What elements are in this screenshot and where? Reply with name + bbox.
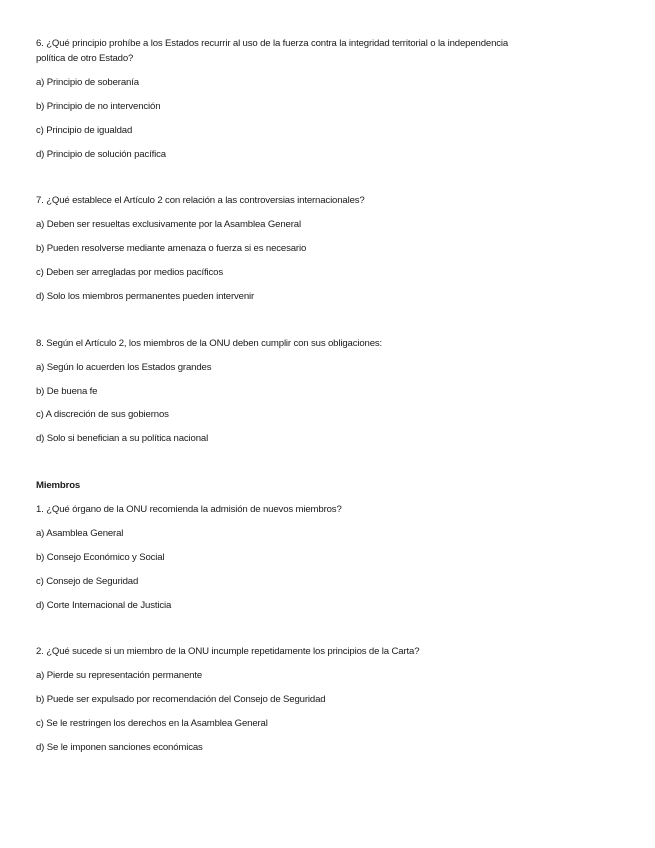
answer-option: d) Solo si benefician a su política nacional — [36, 433, 209, 444]
answer-option: d) Solo los miembros permanentes pueden intervenir — [36, 291, 255, 302]
answer-option: c) Deben ser arregladas por medios pacíficos — [36, 267, 223, 278]
answer-option: d) Se le imponen sanciones económicas — [36, 742, 203, 753]
answer-option: a) Pierde su representación permanente — [36, 670, 203, 681]
answer-option: b) Pueden resolverse mediante amenaza o fuerza si es necesario — [36, 243, 307, 254]
answer-option: d) Principio de solución pacífica — [36, 149, 166, 160]
answer-option: c) Se le restringen los derechos en la Asamblea General — [36, 718, 268, 729]
answer-option: a) Asamblea General — [36, 528, 124, 539]
question-text: 2. ¿Qué sucede si un miembro de la ONU incumple repetidamente los principios de la Carta? — [36, 646, 420, 657]
question-text: 1. ¿Qué órgano de la ONU recomienda la admisión de nuevos miembros? — [36, 504, 342, 515]
answer-option: a) Según lo acuerden los Estados grandes — [36, 362, 212, 373]
answer-option: b) Consejo Económico y Social — [36, 552, 165, 563]
question-text: 6. ¿Qué principio prohíbe a los Estados recurrir al uso de la fuerza contra la integridad territorial o la independencia política de otro Estado? — [36, 38, 509, 64]
question-block — [36, 36, 536, 66]
question-text: 8. Según el Artículo 2, los miembros de la ONU deben cumplir con sus obligaciones: — [36, 338, 383, 349]
answer-option: d) Corte Internacional de Justicia — [36, 600, 172, 611]
answer-option: c) A discreción de sus gobiernos — [36, 409, 169, 420]
answer-option: b) De buena fe — [36, 386, 98, 397]
answer-option: c) Principio de igualdad — [36, 125, 133, 136]
answer-option: b) Principio de no intervención — [36, 101, 161, 112]
section-title: Miembros — [36, 480, 81, 491]
question-text: 7. ¿Qué establece el Artículo 2 con relación a las controversias internacionales? — [36, 195, 365, 206]
answer-option: a) Principio de soberanía — [36, 77, 139, 88]
answer-option: b) Puede ser expulsado por recomendación del Consejo de Seguridad — [36, 694, 326, 705]
answer-option: a) Deben ser resueltas exclusivamente por la Asamblea General — [36, 219, 301, 230]
answer-option: c) Consejo de Seguridad — [36, 576, 139, 587]
